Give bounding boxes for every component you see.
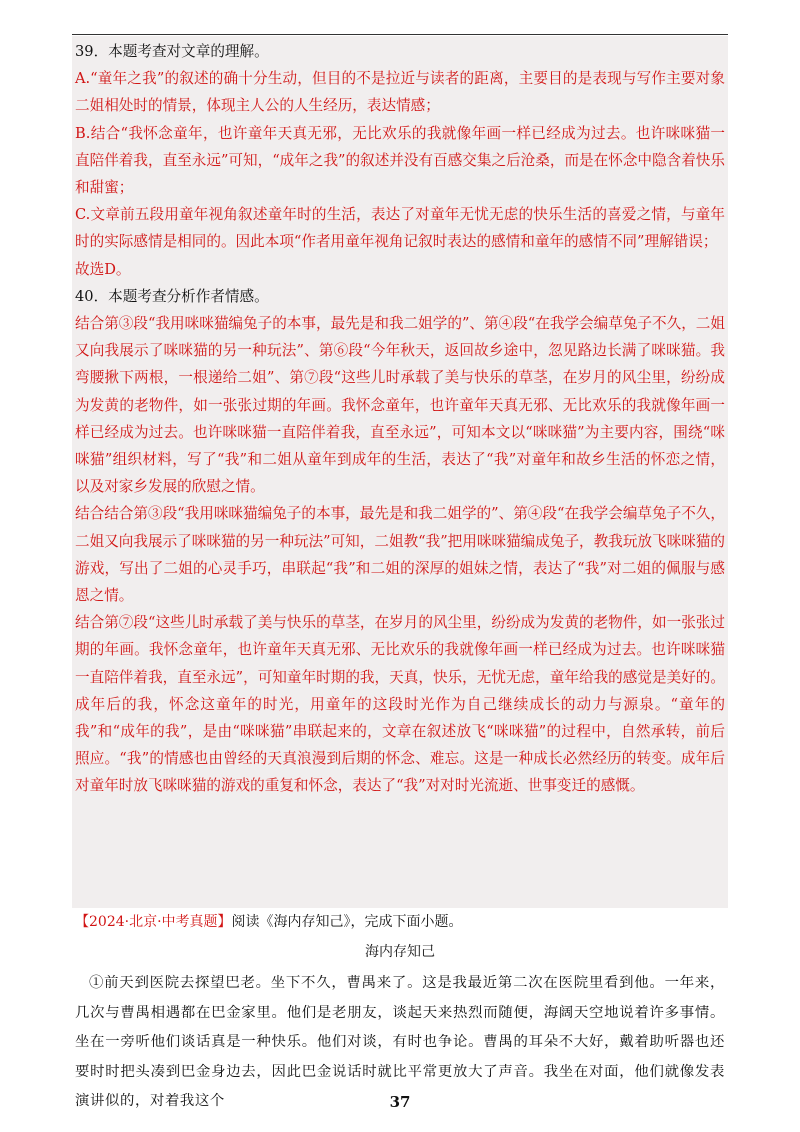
page-number: 37 <box>389 1093 411 1111</box>
top-rule <box>72 34 728 35</box>
q39-option-c: C.文章前五段用童年视角叙述童年时的生活，表达了对童年无忧无虑的快乐生活的喜爱之情，与童年时的实际感情是相同的。因此本项“作者用童年视角记叙时表达的感情和童年的感情不同”理解错误； <box>75 206 725 251</box>
q39-conclusion: 故选D。 <box>75 260 131 278</box>
source-tag: 【2024·北京·中考真题】 <box>75 914 232 930</box>
source-line <box>75 911 725 933</box>
passage-title: 海内存知己 <box>365 944 435 960</box>
answer-section <box>75 38 725 800</box>
q39-option-b: B.结合“我怀念童年，也许童年天真无邪，无比欢乐的我就像年画一样已经成为过去。也许咪咪猫一直陪伴着我，直至永远”可知，“成年之我”的叙述并没有百感交集之后沧桑，而是在怀念中隐含着快乐和甜蜜； <box>75 124 725 197</box>
passage-paragraph-1: ①前天到医院去探望巴老。坐下不久，曹禺来了。这是我最近第二次在医院里看到他。一年来，几次与曹禺相遇都在巴金家里。他们是老朋友，谈起天来热烈而随便，海阔天空地说着许多事情。坐在一旁听他们谈话真是一种快乐。他们对谈，有时也争论。曹禺的耳朵不大好，戴着助听器也还要时时把头凑到巴金身边去，因此巴金说话时就比平常更放大了声音。我坐在对面，他们就像发表演讲似的，对着我这个 <box>75 975 725 1109</box>
source-instruction: 阅读《海内存知己》，完成下面小题。 <box>231 914 463 930</box>
q40-header: 40．本题考查分析作者情感。 <box>75 287 269 305</box>
q40-paragraph-1: 结合第③段“我用咪咪猫编兔子的本事，最先是和我二姐学的”、第④段“在我学会编草兔子不久，二姐又向我展示了咪咪猫的另一种玩法”、第⑥段“今年秋天，返回故乡途中，忽见路边长满了咪咪猫。我弯腰揪下两根，一根递给二姐”、第⑦段“这些儿时承载了美与快乐的草茎，在岁月的风尘里，纷纷成为发黄的老物件，如一张张过期的年画。我怀念童年，也许童年天真无邪、无比欢乐的我就像年画一样已经成为过去。也许咪咪猫一直陪伴着我，直至永远”，可知本文以“咪咪猫”为主要内容，围绕“咪咪猫”组织材料，写了“我”和二姐从童年到成年的生活，表达了“我”对童年和故乡生活的怀恋之情，以及对家乡发展的欣慰之情。 <box>75 315 725 496</box>
q40-paragraph-3: 结合第⑦段“这些儿时承载了美与快乐的草茎，在岁月的风尘里，纷纷成为发黄的老物件，如一张张过期的年画。我怀念童年，也许童年天真无邪、无比欢乐的我就像年画一样已经成为过去。也许咪咪猫一直陪伴着我，直至永远”，可知童年时期的我，天真，快乐，无忧无虑，童年给我的感觉是美好的。成年后的我，怀念这童年的时光，用童年的这段时光作为自己继续成长的动力与源泉。“童年的我”和“成年的我”，是由“咪咪猫”串联起来的，文章在叙述放飞“咪咪猫”的过程中，自然承转，前后照应。“我”的情感也由曾经的天真浪漫到后期的怀念、难忘。这是一种成长必然经历的转变。成年后对童年时放飞咪咪猫的游戏的重复和怀念，表达了“我”对对时光流逝、世事变迁的感慨。 <box>75 614 725 795</box>
q40-paragraph-2: 结合结合第③段“我用咪咪猫编兔子的本事，最先是和我二姐学的”、第④段“在我学会编草兔子不久，二姐又向我展示了咪咪猫的另一种玩法”可知，二姐教“我”把用咪咪猫编成兔子，教我玩放飞咪咪猫的游戏，写出了二姐的心灵手巧，串联起“我”和二姐的深厚的姐妹之情，表达了“我”对二姐的佩服与感恩之情。 <box>75 505 725 605</box>
q39-option-a: A.“童年之我”的叙述的确十分生动，但目的不是拉近与读者的距离，主要目的是表现与写作主要对象二姐相处时的情景，体现主人公的人生经历，表达情感； <box>75 70 725 115</box>
q39-header: 39．本题考查对文章的理解。 <box>75 43 269 60</box>
